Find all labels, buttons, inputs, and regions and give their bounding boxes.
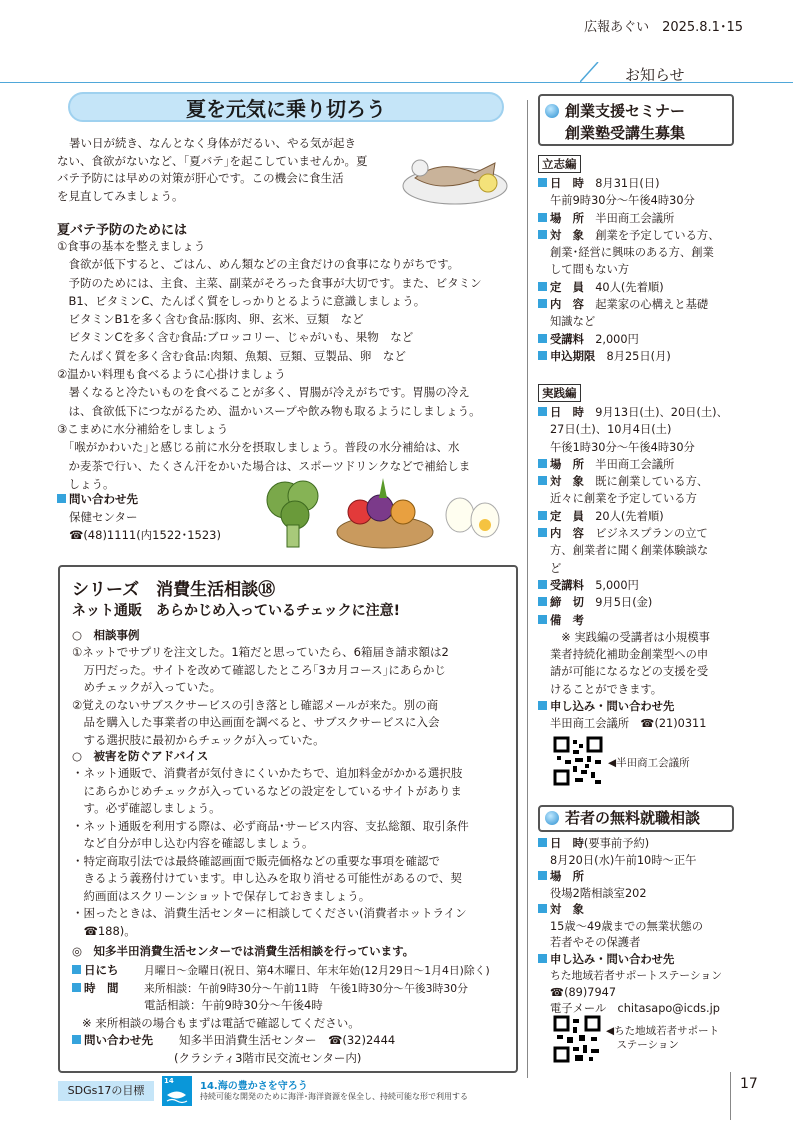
s1-row [538,279,743,296]
s1-label: 場 所 [550,211,584,225]
square-bullet-icon [538,871,547,880]
summer-line: 食欲が低下すると、ごはん、めん類などの主食だけの食事になりがちです。 [57,257,460,272]
advice-line: ・ネット通販で、消費者が気付きにくいかたちで、追加料金がかかる選択肢 [72,766,463,780]
consumer-series-title: シリーズ 消費生活相談⑱ [72,580,276,600]
square-bullet-icon [538,230,547,239]
youth-label: 場 所 [550,870,584,883]
s2-row: 午後1時30分～午後4時30分 [550,440,695,454]
s2-value: 既に創業している方、 [595,475,709,489]
youth-value: 役場2階相談室202 [550,886,647,900]
s2-label: 場 所 [550,457,584,471]
square-bullet-icon [538,213,547,222]
square-bullet-icon [72,983,81,992]
s2-label: 内 容 [550,527,584,541]
case-line: めチェックが入っていた。 [72,680,222,694]
square-bullet-icon [72,965,81,974]
advice-line: ・困ったときは、消費生活センターに相談してください(消費者ホットライン [72,906,467,920]
contact-tel: ☎(48)1111(内1522･1523) [69,528,221,542]
advice-line: ・ネット通販を利用する際は、必ず商品･サービス内容、支払総額、取引条件 [72,818,469,833]
summer-line: か麦茶で行い、たくさん汗をかいた場合は、スポーツドリンクなどで補給しま [57,458,471,473]
s1-value: 半田商工会議所 [595,211,675,225]
case-line: する選択肢に最初からチェックが入っていた。 [72,732,325,747]
advice-line: にあらかじめチェックが入っているなどの設定をしているサイトがありま [72,783,462,798]
s2-value: 半田商工会議所 [595,457,675,471]
broccoli-icon [267,481,318,547]
square-bullet-icon [538,528,547,537]
intro-line: を見直してみましょう。 [57,188,184,203]
youth-list [538,836,748,1018]
advice-line: など自分が申し込む内容を確認しましょう。 [72,836,314,850]
s1-label: 日 時 [550,177,584,190]
advice-heading: ○ 被害を防ぐアドバイス [72,749,209,763]
s1-row: 午前9時30分～午後4時30分 [550,194,695,208]
square-bullet-icon [538,299,547,308]
publication-header: 広報あぐい 2025.8.1･15 [584,20,743,35]
square-bullet-icon [538,904,547,913]
fish-meal-illustration [400,138,510,208]
qr-code-icon[interactable] [553,736,603,786]
advice-line: ☎188)。 [72,923,136,938]
summer-line: ①食事の基本を整えましょう [57,239,206,253]
summer-line: ビタミンB1を多く含む食品:豚肉、卵、玄米、豆類 など [57,312,364,327]
intro-line: バテ予防には早めの対策が肝心です。この機会に食生活 [57,171,344,185]
s1-label: 申込期限 [550,349,596,363]
s2-row [538,404,743,421]
s2-row: ど [550,561,562,575]
square-bullet-icon [538,615,547,624]
qr2-caption [606,1024,719,1052]
case-list [72,644,512,749]
summer-line: 暑くなると冷たいものを食べることが多く、胃腸が冷えがちです。胃腸の冷え [57,385,470,400]
s2-label: 対 象 [550,475,584,489]
youth-label: 日 時 [550,837,584,850]
advice-line: きるよう義務付けています。申し込みを取り消せる可能性があるので、契 [72,871,462,885]
time-label: 時 間 [84,980,119,995]
youth-value: ちた地域若者サポートステーション [550,969,722,982]
seminar-list2 [538,404,743,733]
s1-value: 8月25日(月) [606,349,671,363]
youth-value: 15歳～49歳までの無業状態の [550,919,704,933]
case-line: ①ネットでサプリを注文した。1箱だと思っていたら、6箱届き請求額は2 [72,645,449,659]
s2-row: 請が可能になるなどの支援を受 [550,665,709,679]
square-bullet-icon [538,334,547,343]
consumer-contact-label: 問い合わせ先 [84,1033,153,1047]
summer-line: ビタミンCを多く含む食品:ブロッコリー、じゃがいも、果物 など [57,330,414,345]
s2-row: 業者持続化補助金創業型への申 [550,648,709,662]
s1-label: 内 容 [550,298,584,312]
consumer-contact-value2: (クラシティ3階市民交流センター内) [174,1050,362,1065]
seminar-title [545,100,685,144]
s2-value: 5,000円 [595,578,639,592]
s1-row [538,175,743,192]
summer-contact [57,490,221,544]
summer-line: しょう。 [57,476,115,491]
s1-value: 8月31日(日) [595,177,660,190]
goal-title: 14.海の豊かさを守ろう [200,1081,308,1092]
square-bullet-icon [538,511,547,520]
s2-row [538,525,743,542]
s2-row: 近々に創業を予定している方 [550,492,697,506]
s1-label: 定 員 [550,280,584,294]
s2-label: 定 員 [550,509,584,523]
seminar-tag2 [538,384,581,402]
seminar-title-line2: 創業塾受講生募集 [565,124,686,142]
s2-label: 備 考 [550,613,584,627]
tag-risshi: 立志編 [538,155,581,173]
advice-line: す。必ず確認しましょう。 [72,801,221,815]
summer-line: ｢喉がかわいた｣と感じる前に水分を摂取しましょう。普段の水分補給は、水 [57,440,460,455]
page-number: 17 [740,1076,758,1092]
s1-row [538,348,743,365]
summer-line: は、食欲低下につながるため、温かいスープや飲み物も取るようにしましょう。 [57,403,481,418]
section-label: お知らせ [625,66,685,84]
s2-value: 9月5日(金) [595,596,653,610]
square-bullet-icon [57,494,66,503]
summer-heading: 夏バテ予防のためには [57,223,188,238]
square-bullet-icon [538,580,547,589]
s1-value: 創業を予定している方、 [595,228,720,242]
center-note: ※ 来所相談の場合もまずは電話で確認してください。 [82,1015,360,1030]
summer-title: 夏を元気に乗り切ろう [186,97,386,121]
square-bullet-icon [538,476,547,485]
s2-row: 方、創業者に聞く創業体験談な [550,544,709,558]
summer-intro [57,135,397,205]
s2-value: ビジネスプランの立て [595,527,708,541]
advice-list [72,765,512,940]
tag-jissen: 実践編 [538,384,581,402]
youth-title-text: 若者の無料就職相談 [565,809,701,827]
days-label: 日にち [84,963,119,977]
s2-value: 20人(先着順) [595,509,664,523]
summer-line: ②温かい料理も食べるように心掛けましょう [57,367,286,382]
youth-email: 電子メール chitasapo@icds.jp [550,1002,720,1015]
s2-row: 半田商工会議所 ☎(21)0311 [550,717,707,731]
s2-value: 9月13日(土)、20日(土)、 [595,406,728,419]
intro-line: 暑い日が続き、なんとなく身体がだるい、やる気が起き [69,136,357,150]
center-heading: ◎ 知多半田消費生活センターでは消費生活相談を行っています。 [72,944,415,958]
s2-label: 申し込み・問い合わせ先 [550,700,675,714]
s2-row [538,473,743,490]
bullet-dot-icon [545,811,559,825]
s2-row [538,698,743,715]
qr1-caption: ◀半田商工会議所 [608,757,690,769]
case-line: 品を購入した事業者の申込画面を調べると、サブスクサービスに入会 [72,715,440,729]
summer-line: たんぱく質を多く含む食品:肉類、魚類、豆類、豆製品、卵 など [57,348,406,363]
s2-row [538,456,743,473]
s1-value: 40人(先着順) [595,280,664,294]
bullet-dot-icon [545,104,559,118]
column-divider [527,100,528,1078]
sdgs-badge: SDGs17の目標 [58,1081,154,1101]
s1-row [538,331,743,348]
seminar-title-line1: 創業支援セミナー [565,102,686,120]
page-divider [730,1072,731,1120]
s1-value: 2,000円 [595,332,639,346]
s2-row: ※ 実践編の受講者は小規模事 [550,630,710,644]
advice-line: 約画面はスクリーンショットで保存しておきましょう。 [72,888,371,903]
square-bullet-icon [538,954,547,963]
fruit-basket-icon [337,478,433,548]
s1-value: 起業家の心構えと基礎 [595,298,709,312]
advice-line: ・特定商取引法では最終確認画面で販売価格などの重要な事項を確認で [72,853,440,868]
seminar-list1 [538,175,743,365]
time-value-visit: 来所相談：午前9時30分～午前11時 午後1時30分～午後3時30分 [144,981,468,995]
youth-value: 若者やその保護者 [550,936,641,949]
qr2-caption-line2: ステーション [606,1039,679,1051]
contact-label: 問い合わせ先 [69,492,138,506]
s1-row: して間もない方 [550,263,630,277]
youth-value: ☎(89)7947 [550,985,617,999]
s2-row [538,594,743,611]
s2-label: 受講料 [550,578,584,592]
time-value-phone: 電話相談：午前9時30分～午後4時 [144,998,323,1012]
days-value: 月曜日～金曜日(祝日、第4木曜日、年末年始(12月29日～1月4日)除く) [144,964,490,977]
s1-row: 創業･経営に興味のある方、創業 [550,246,714,260]
vegetables-illustration [255,470,515,555]
youth-label: 対 象 [550,903,584,916]
square-bullet-icon [538,351,547,360]
youth-label: 申し込み・問い合わせ先 [550,952,675,966]
sdg14-icon [162,1076,192,1106]
header-tab-shape [580,62,793,84]
case-line: 万円だった。サイトを改めて確認したところ｢3カ月コース｣にあらかじ [72,662,446,677]
s2-label: 日 時 [550,406,584,419]
intro-line: ない、食欲がないなど、｢夏バテ｣を起こしていませんか。夏 [57,153,368,168]
youth-value: (要事前予約) [583,837,650,850]
s2-row [538,612,743,629]
s2-row: けることができます。 [550,682,663,696]
consumer-contact-value: 知多半田消費生活センター ☎(32)2444 [179,1033,396,1047]
s2-row [538,508,743,525]
center-details [72,962,512,1067]
s1-row [538,296,743,313]
square-bullet-icon [538,838,547,847]
qr2-caption-line1: ◀ちた地域若者サポート [606,1025,720,1037]
qr-code-icon[interactable] [553,1015,601,1063]
s1-row: 知識など [550,315,596,329]
case-line: ②覚えのないサブスクサービスの引き落とし確認メールが来た。別の商 [72,697,439,712]
s2-row [538,577,743,594]
square-bullet-icon [538,459,547,468]
square-bullet-icon [538,282,547,291]
contact-org: 保健センター [69,510,138,524]
eggs-icon [446,498,499,537]
youth-title [545,808,700,828]
s1-row [538,210,743,227]
seminar-tag1 [538,155,581,173]
square-bullet-icon [538,597,547,606]
summer-line: B1、ビタミンC、たんぱく質をしっかりとるように意識しましょう。 [57,293,426,308]
summer-list [57,237,517,493]
s1-label: 対 象 [550,228,584,242]
sdg14-number: 14 [164,1077,174,1085]
s1-row [538,227,743,244]
youth-value: 8月20日(水)午前10時～正午 [550,853,697,867]
square-bullet-icon [538,701,547,710]
consumer-subtitle: ネット通販 あらかじめ入っているチェックに注意! [72,603,400,619]
square-bullet-icon [538,407,547,416]
square-bullet-icon [538,178,547,187]
summer-line: 予防のためには、主食、主菜、副菜がそろった食事が大切です。また、ビタミン [57,275,482,290]
goal-description: 持続可能な開発のために海洋･海洋資源を保全し、持続可能な形で利用する [200,1092,468,1101]
square-bullet-icon [72,1035,81,1044]
s1-label: 受講料 [550,332,584,346]
s2-row: 27日(土)、10月4日(土) [550,423,672,437]
s2-label: 締 切 [550,596,584,610]
summer-line: ③こまめに水分補給をしましょう [57,421,229,436]
case-heading: ○ 相談事例 [72,628,140,642]
